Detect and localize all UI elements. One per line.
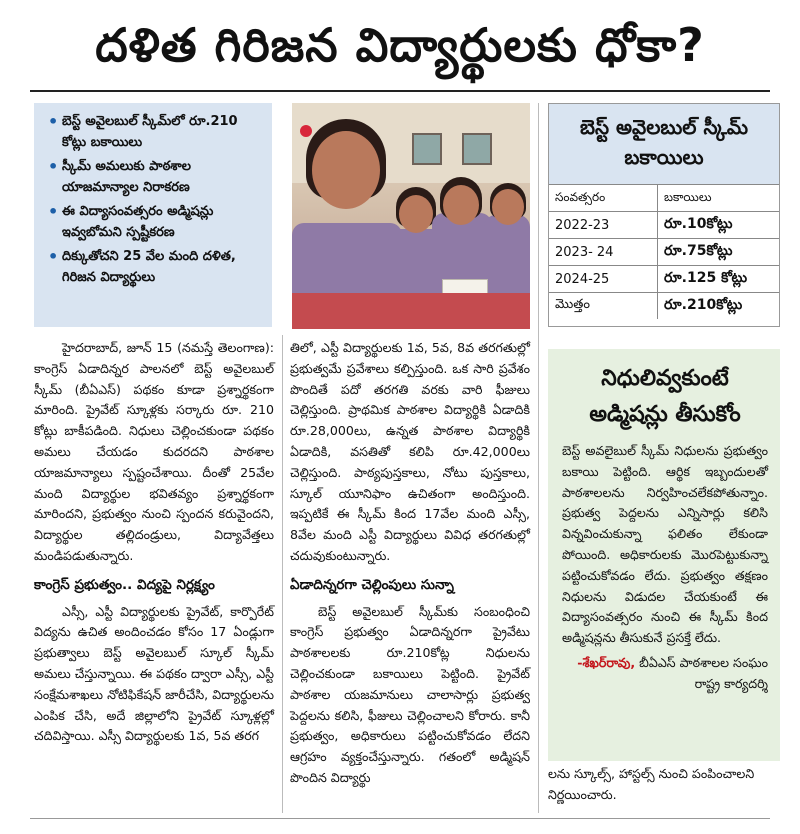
students-photo	[292, 103, 530, 329]
bottom-rule	[30, 818, 770, 819]
table-header-row	[549, 185, 779, 212]
bullet-icon: •	[48, 157, 59, 176]
quote-author: -శేఖర్‌రావు,	[577, 654, 636, 670]
highlight-item: • దిక్కుతోచని 25 వేల మంది దళిత, గిరిజన విద్యార్థులు	[48, 246, 264, 288]
quote-title: నిధులివ్వకుంటే అడ్మిషన్లు తీసుకోం	[589, 366, 741, 427]
bullet-icon: •	[48, 247, 59, 266]
quote-author-role: బీఏఎస్ పాఠశాలల సంఘం రాష్ట్ర కార్యదర్శి	[639, 654, 768, 691]
column-divider	[538, 103, 539, 813]
photo-desk	[292, 293, 530, 329]
article-tail: లను స్కూల్స్, హాస్టల్స్ నుంచి పంపించాలని నిర్ణయించారు.	[548, 766, 755, 802]
quote-body: బెస్ట్ అవలైబుల్ స్కీమ్ నిధులను ప్రభుత్వం బకాయి పెట్టింది. ఆర్థిక ఇబ్బందులతో పాఠశాలలను నిర్వహించలేకపోతున్నాం. ప్రభుత్వ పెద్దలను ఎన్నిసార్లు కలిసి విన్నవించుకున్నా ఫలితం లేకుండా పోయింది. అధికారులకు మొరపెట్టుకున్నా పట్టించుకోవడం లేదు. ప్రభుత్వం తక్షణం నిధులను విడుదల చేయకుంటే ఈ విద్యాసంవత్సరం నుంచి ఈ స్కీమ్ కింద అడ్మిషన్లను తీసుకునే ప్రసక్తే లేదు.	[562, 443, 768, 646]
amount-cell: రూ.210కోట్లు	[658, 293, 780, 320]
dues-table-title: బెస్ట్ అవైలబుల్ స్కీమ్ బకాయిలు	[549, 104, 779, 184]
subheading: కాంగ్రెస్ ప్రభుత్వం.. విద్యపై నిర్లక్ష్యం	[34, 576, 215, 593]
photo-window	[462, 133, 492, 165]
article-column-2	[290, 338, 530, 789]
column-header-dues: బకాయిలు	[658, 185, 780, 212]
dues-table	[549, 184, 779, 319]
highlights-box	[34, 103, 272, 327]
headline: దళిత గిరిజన విద్యార్థులకు ధోకా?	[95, 18, 705, 72]
bullet-icon: •	[48, 202, 59, 221]
bullet-icon: •	[48, 112, 59, 131]
amount-cell: రూ.125 కోట్లు	[658, 266, 780, 293]
article-paragraph: బెస్ట్ అవైలబుల్ స్కీమ్‌కు సంబంధించి కాంగ్రెస్ ప్రభుత్వం ఏడాదిన్నరగా ప్రైవేటు పాఠశాలలకు రూ.210కోట్ల నిధులను చెల్లించకుండా బకాయిలు పెట్టింది. ప్రైవేట్ పాఠశాల యజమానులు చాలాసార్లు ప్రభుత్వ పెద్దలను కలిసి, ఫీజులు చెల్లించాలని కోరారు. కానీ ప్రభుత్వం, అధికారులు పట్టించుకోవడం లేదని ఆగ్రహం వ్యక్తంచేస్తున్నారు. గతంలో అడ్మిషన్ పొందిన విద్యార్థు	[290, 603, 530, 785]
highlight-item: • బెస్ట్ అవైలబుల్ స్కీమ్‌లో రూ.210 కోట్లు బకాయిలు	[48, 111, 264, 153]
column-divider	[282, 335, 283, 813]
subheading: ఏడాదిన్నరగా చెల్లింపులు సున్నా	[290, 576, 454, 593]
quote-box	[548, 349, 780, 761]
article-paragraph: తిలో, ఎస్టీ విద్యార్థులకు 1వ, 5వ, 8వ తరగతుల్లో ప్రభుత్వమే ప్రవేశాలు కల్పిస్తుంది. ఒక సారి ప్రవేశం పొందితే పదో తరగతి వరకు వారి ఫీజులు చెల్లిస్తుంది. ప్రాథమిక పాఠశాల విద్యార్థికి ఏడాదికి రూ.28,000లు, ఉన్నత పాఠశాల విద్యార్థికి ఏడాదికి, వసతితో కలిపి రూ.42,000లు చెల్లిస్తుంది. పాఠ్యపుస్తకాలు, నోటు పుస్తకాలు, స్కూల్ యూనిఫాం ఉచితంగా అందిస్తుంది. ఇప్పటికే ఈ స్కీమ్ కింద 17వేల మంది ఎస్సీ, 8వేల మంది ఎస్టీ విద్యార్థులు వివిధ తరగతుల్లో చదువుకుంటున్నారు.	[290, 340, 530, 563]
table-row	[549, 266, 779, 293]
year-cell: 2022-23	[549, 212, 658, 239]
article-paragraph: హైదరాబాద్, జూన్ 15 (నమస్తే తెలంగాణ): కాంగ్రెస్ ఏడాదిన్నర పాలనలో బెస్ట్ అవైలబుల్ స్కీమ్ (బీఏఎస్) పథకం కూడా ప్రశ్నార్థకంగా మారింది. ప్రైవేట్ స్కూళ్లకు సర్కారు రూ. 210 కోట్లు బాకీపడింది. నిధులు చెల్లించకుండా పథకం అమలు చేయడం కుదరదని పాఠశాల యాజమాన్యాలు స్పష్టంచేశాయి. దీంతో 25వేల మంది విద్యార్థుల భవితవ్యం ప్రశ్నార్థకంగా మారిందని, ప్రభుత్వం నుంచి స్పందన కరువైందని, విద్యార్థుల తల్లిదండ్రులు, విద్యావేత్తలు మండిపడుతున్నారు.	[34, 340, 274, 563]
highlight-item: • ఈ విద్యాసంవత్సరం అడ్మిషన్లు ఇవ్వబోమని స్పష్టీకరణ	[48, 201, 264, 243]
highlight-item: • స్కీమ్ అమలుకు పాఠశాల యాజమాన్యాల నిరాకరణ	[48, 156, 264, 198]
article-paragraph: ఎస్సీ, ఎస్టీ విద్యార్థులకు ప్రైవేట్, కార్పొరేట్ విద్యను ఉచిత అందించడం కోసం 17 ఏండ్లుగా ప్రభుత్వాలు బెస్ట్ అవైలబుల్ స్కూల్ స్కీమ్ అమలు చేస్తున్నాయి. ఈ పథకం ద్వారా ఎస్సీ, ఎస్టీ సంక్షేమశాఖలు నోటిఫికేషన్ జారీచేసి, విద్యార్థులను ఎంపిక చేసి, అదే జిల్లాలోని ప్రైవేట్ స్కూళ్లల్లో చదివిస్తాయి. ఎస్సీ విద్యార్థులకు 1వ, 5వ తరగ	[34, 603, 274, 744]
dues-table-box	[548, 103, 780, 327]
article-column-1	[34, 338, 274, 747]
amount-cell: రూ.10కోట్లు	[658, 212, 780, 239]
column-header-year: సంవత్సరం	[549, 185, 658, 212]
amount-cell: రూ.75కోట్లు	[658, 239, 780, 266]
table-row	[549, 293, 779, 320]
table-row	[549, 239, 779, 266]
headline-rule	[30, 90, 770, 92]
year-cell: 2024-25	[549, 266, 658, 293]
table-row	[549, 212, 779, 239]
year-cell: 2023- 24	[549, 239, 658, 266]
year-cell: మొత్తం	[549, 293, 658, 320]
photo-window	[412, 133, 442, 165]
quote-attribution	[562, 653, 768, 695]
